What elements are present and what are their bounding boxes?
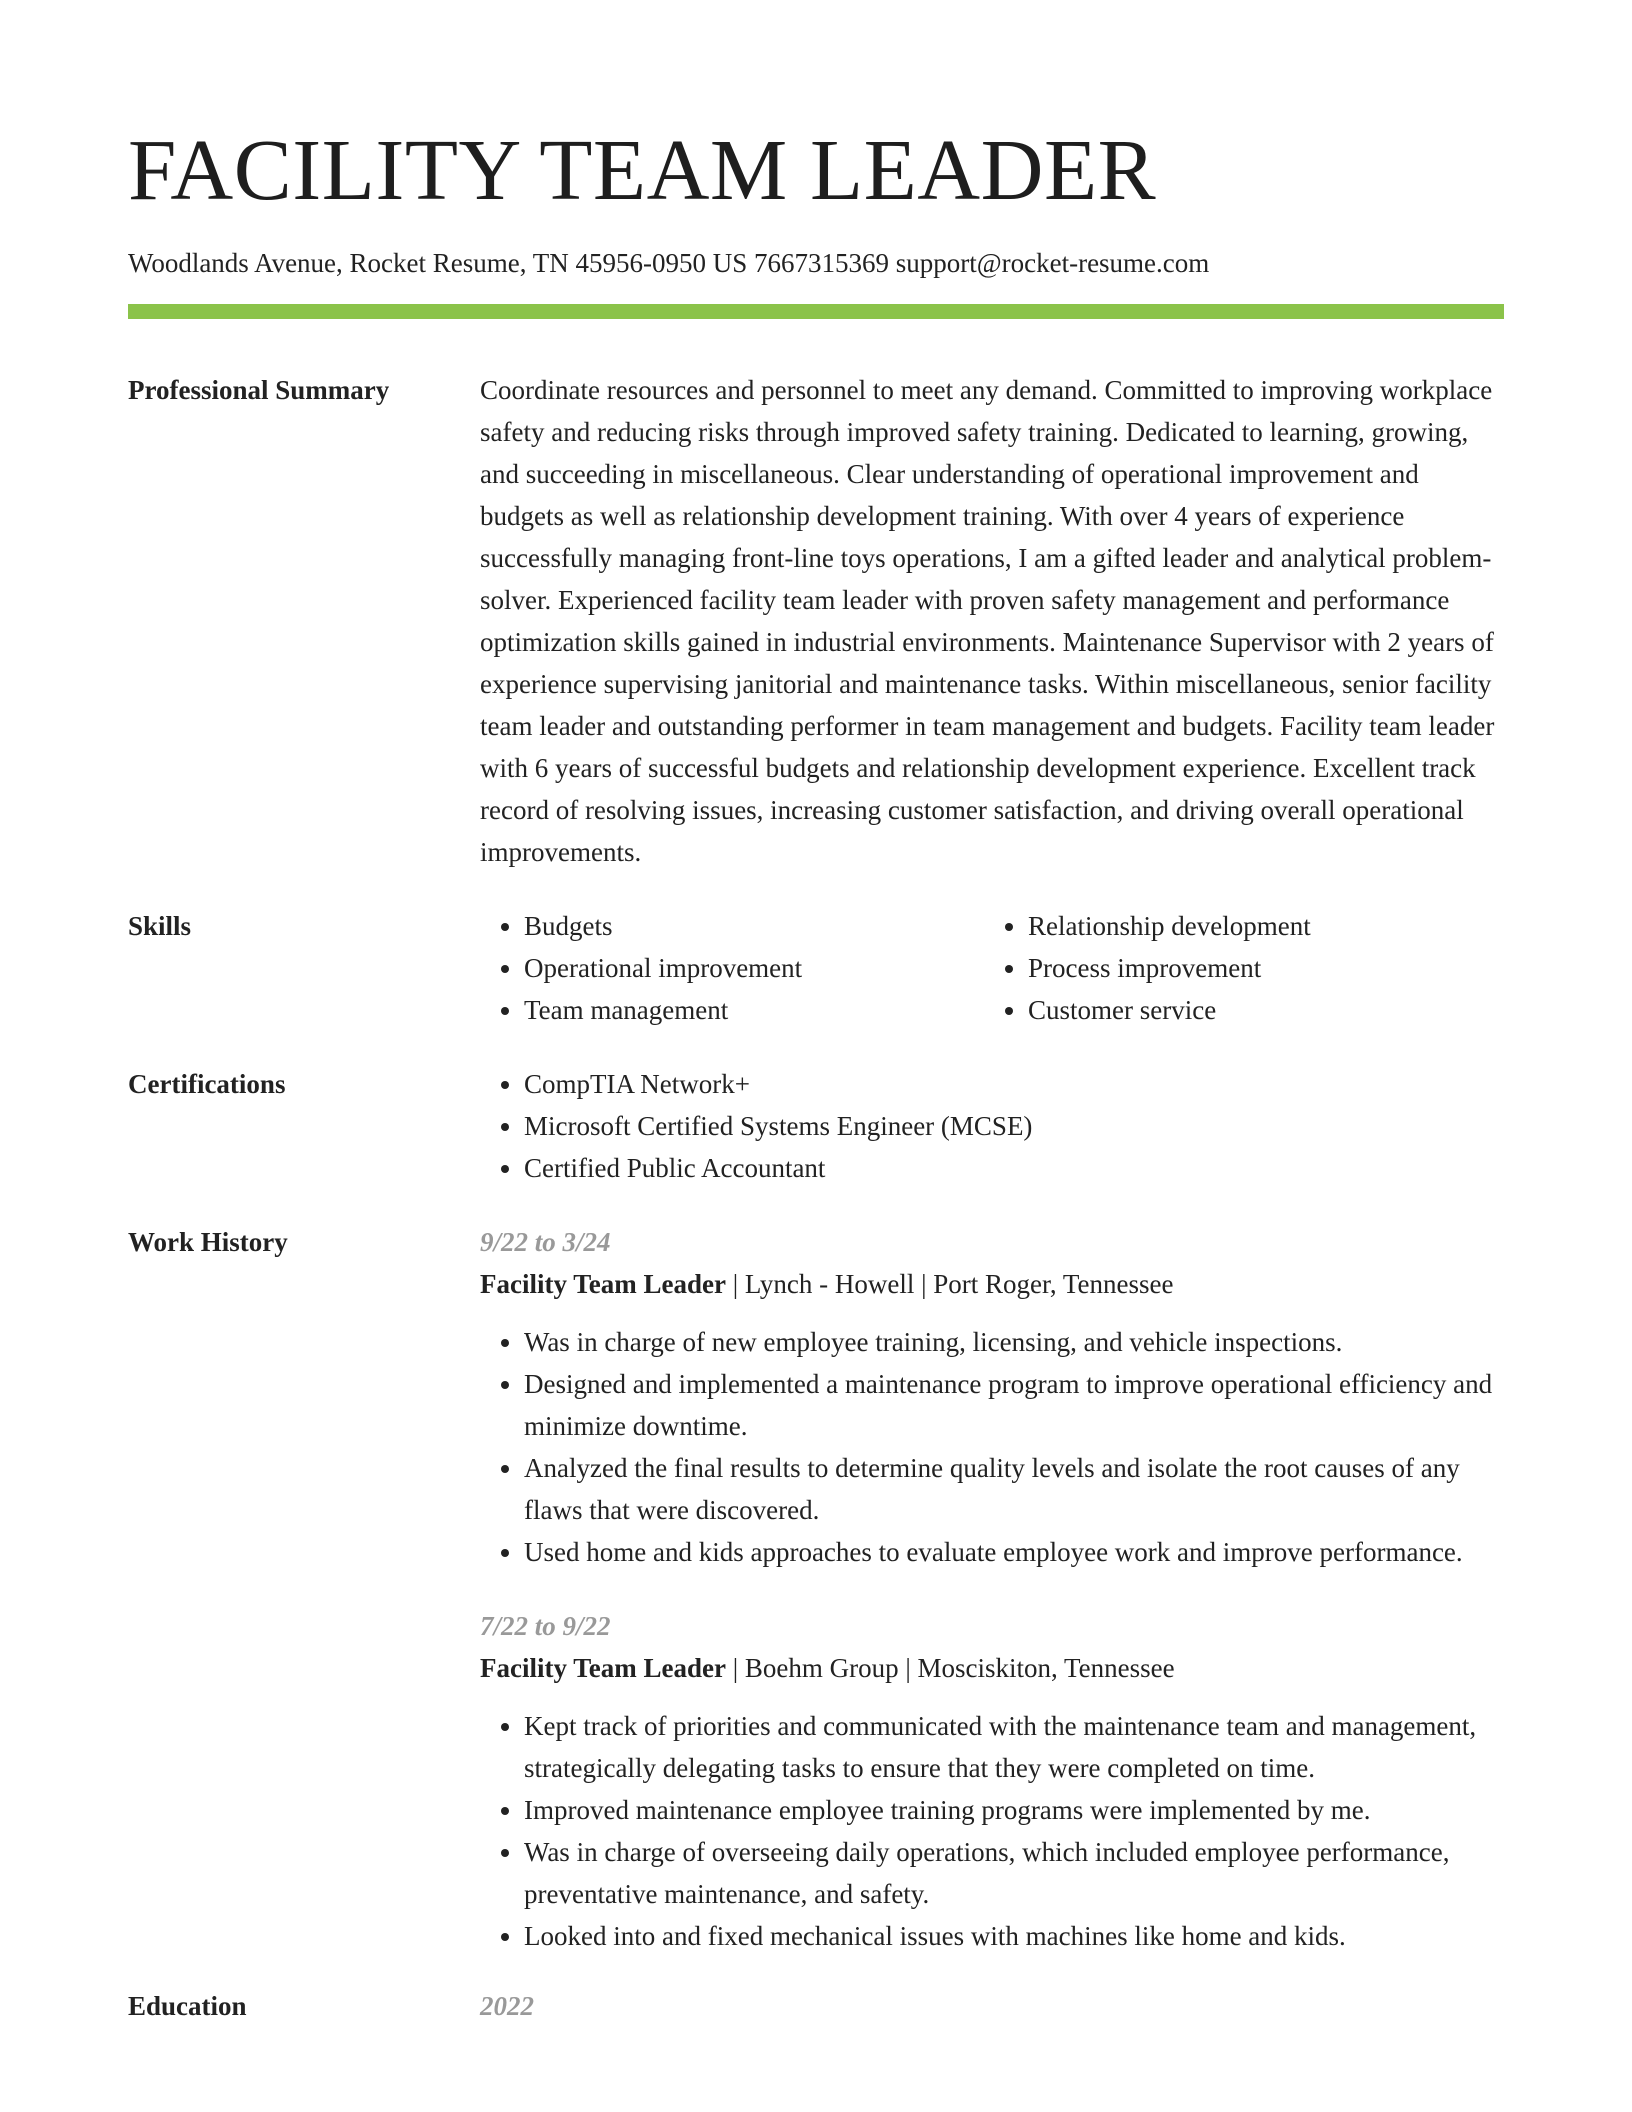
work-history-label: Work History: [128, 1227, 288, 1257]
job-dates: 7/22 to 9/22: [480, 1611, 611, 1641]
job-title: Facility Team Leader: [480, 1653, 726, 1683]
work-history-section: [128, 1221, 1504, 1957]
job-heading: [480, 1647, 1504, 1689]
job-title: Facility Team Leader: [480, 1269, 726, 1299]
education-section: [128, 1985, 1504, 2027]
summary-text: Coordinate resources and personnel to meet any demand. Committed to improving workplace safety and reducing risks through improved safety training. Dedicated to learning, growing, and succeeding in miscellaneous. Clear understanding of operational improvement and budgets as well as relationship development training. With over 4 years of experience successfully managing front-line toys operations, I am a gifted leader and analytical problem-solver. Experienced facility team leader with proven safety management and performance optimization skills gained in industrial environments. Maintenance Supervisor with 2 years of experience supervising janitorial and maintenance tasks. Within miscellaneous, senior facility team leader and outstanding performer in team management and budgets. Facility team leader with 6 years of successful budgets and relationship development experience. Excellent track record of resolving issues, increasing customer satisfaction, and driving overall operational improvements.: [480, 375, 1495, 867]
job-duties-list: [480, 1705, 1504, 1957]
certification-item: • Certified Public Accountant: [524, 1147, 1504, 1189]
accent-divider: [128, 304, 1504, 319]
resume-name: FACILITY TEAM LEADER: [128, 121, 1157, 218]
summary-label: Professional Summary: [128, 375, 390, 405]
job-entry: [480, 1605, 1504, 1957]
job-duty-item: • Improved maintenance employee training programs were implemented by me.: [524, 1789, 1504, 1831]
job-entry: [480, 1221, 1504, 1573]
skill-item: • Process improvement: [1028, 947, 1488, 989]
job-duty-item: • Used home and kids approaches to evaluate employee work and improve performance.: [524, 1531, 1504, 1573]
job-duties-list: [480, 1321, 1504, 1573]
job-employer-location: | Lynch - Howell | Port Roger, Tennessee: [725, 1269, 1174, 1299]
certifications-label: Certifications: [128, 1069, 286, 1099]
skills-list-left: [480, 905, 984, 1031]
skills-label: Skills: [128, 911, 192, 941]
job-duty-item: • Analyzed the final results to determine quality levels and isolate the root causes of any flaws that were discovered.: [524, 1447, 1504, 1531]
job-duty-item: • Designed and implemented a maintenance program to improve operational efficiency and minimize downtime.: [524, 1363, 1504, 1447]
skill-item: • Relationship development: [1028, 905, 1488, 947]
skills-list-right: [984, 905, 1488, 1031]
skill-item: • Operational improvement: [524, 947, 984, 989]
skill-item: • Customer service: [1028, 989, 1488, 1031]
education-label: Education: [128, 1991, 247, 2021]
certification-item: • CompTIA Network+: [524, 1063, 1504, 1105]
skills-section: [128, 905, 1504, 1031]
job-duty-item: • Kept track of priorities and communicated with the maintenance team and management, strategically delegating tasks to ensure that they were completed on time.: [524, 1705, 1504, 1789]
contact-line: Woodlands Avenue, Rocket Resume, TN 45956-0950 US 7667315369 support@rocket-resume.com: [128, 248, 1210, 278]
certification-item: • Microsoft Certified Systems Engineer (MCSE): [524, 1105, 1504, 1147]
summary-section: [128, 369, 1504, 873]
certifications-list: [480, 1063, 1504, 1189]
job-dates: 9/22 to 3/24: [480, 1227, 611, 1257]
skill-item: • Budgets: [524, 905, 984, 947]
job-duty-item: • Was in charge of overseeing daily operations, which included employee performance, preventative maintenance, and safety.: [524, 1831, 1504, 1915]
job-duty-item: • Looked into and fixed mechanical issues with machines like home and kids.: [524, 1915, 1504, 1957]
job-duty-item: • Was in charge of new employee training, licensing, and vehicle inspections.: [524, 1321, 1504, 1363]
skill-item: • Team management: [524, 989, 984, 1031]
certifications-section: [128, 1063, 1504, 1189]
job-heading: [480, 1263, 1504, 1305]
resume-page: [128, 0, 1504, 2027]
job-employer-location: | Boehm Group | Mosciskiton, Tennessee: [725, 1653, 1175, 1683]
education-date: 2022: [480, 1991, 534, 2021]
